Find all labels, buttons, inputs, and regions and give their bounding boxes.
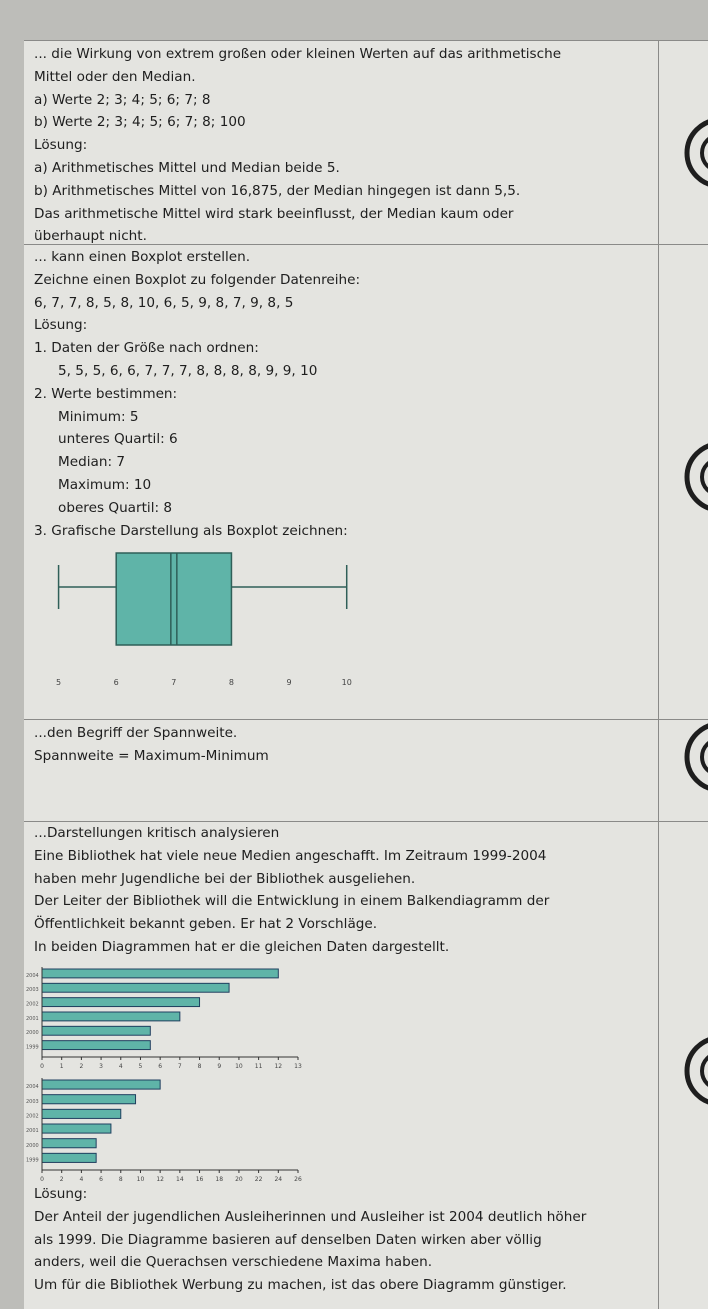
x-tick-label: 11 bbox=[254, 1063, 263, 1070]
section-mean-median bbox=[34, 43, 649, 248]
margin-symbol-icon bbox=[670, 442, 708, 512]
bar-category-label: 2004 bbox=[26, 972, 39, 979]
bar bbox=[42, 998, 200, 1007]
text-line: überhaupt nicht. bbox=[34, 228, 147, 245]
bar bbox=[42, 1139, 96, 1148]
text-line: a) Arithmetisches Mittel und Median beide 5. bbox=[34, 159, 340, 176]
bar-category-label: 2000 bbox=[26, 1030, 39, 1037]
x-tick-label: 12 bbox=[274, 1063, 283, 1070]
x-tick-label: 10 bbox=[235, 1063, 243, 1070]
text-line: 1. Daten der Größe nach ordnen: bbox=[34, 340, 259, 357]
section-heading: ... kann einen Boxplot erstellen. bbox=[34, 249, 251, 265]
text-line: anders, weil die Querachsen verschiedene Maxima haben. bbox=[34, 1254, 433, 1271]
x-tick-label: 6 bbox=[158, 1063, 163, 1070]
x-tick-label: 4 bbox=[118, 1063, 123, 1070]
bar bbox=[42, 1095, 136, 1104]
section-heading: ...den Begriff der Spannweite. bbox=[34, 725, 238, 741]
section-spannweite bbox=[34, 722, 649, 768]
bar bbox=[42, 969, 278, 978]
x-tick-label: 6 bbox=[99, 1176, 103, 1183]
axis-tick-label: 5 bbox=[56, 678, 62, 687]
x-tick-label: 2 bbox=[79, 1063, 84, 1070]
text-line: Lösung: bbox=[34, 137, 88, 154]
bar-chart-upper bbox=[24, 965, 304, 1071]
bar-category-label: 2002 bbox=[26, 1113, 39, 1120]
x-tick-label: 16 bbox=[195, 1176, 204, 1183]
axis-tick-label: 9 bbox=[286, 678, 292, 687]
x-tick-label: 9 bbox=[217, 1063, 222, 1070]
bar-category-label: 2002 bbox=[26, 1001, 39, 1008]
text-line: Median: 7 bbox=[58, 454, 125, 471]
axis-tick-label: 7 bbox=[171, 678, 177, 687]
text-line: Der Anteil der jugendlichen Ausleiherinnen und Ausleiher ist 2004 deutlich höher bbox=[34, 1208, 587, 1225]
x-tick-label: 12 bbox=[156, 1176, 164, 1183]
text-line: unteres Quartil: 6 bbox=[58, 431, 178, 448]
x-tick-label: 13 bbox=[294, 1063, 302, 1070]
solution-heading: Lösung: bbox=[34, 1186, 88, 1202]
divider bbox=[24, 40, 708, 41]
x-tick-label: 5 bbox=[138, 1063, 143, 1070]
text-line: Maximum: 10 bbox=[58, 476, 152, 493]
bar bbox=[42, 1153, 96, 1162]
bar bbox=[42, 1124, 111, 1133]
text-line: 6, 7, 7, 8, 5, 8, 10, 6, 5, 9, 8, 7, 9, 8, 5 bbox=[34, 294, 294, 311]
x-tick-label: 2 bbox=[59, 1176, 64, 1183]
margin-symbol-icon bbox=[670, 722, 708, 792]
axis-tick-label: 10 bbox=[341, 678, 352, 687]
x-tick-label: 26 bbox=[294, 1176, 302, 1183]
margin-divider bbox=[658, 40, 659, 1309]
text-line: Zeichne einen Boxplot zu folgender Datenreihe: bbox=[34, 271, 361, 288]
x-tick-label: 20 bbox=[235, 1176, 243, 1183]
text-line: Das arithmetische Mittel wird stark beeinflusst, der Median kaum oder bbox=[34, 205, 514, 222]
section-heading: ...Darstellungen kritisch analysieren bbox=[34, 825, 280, 841]
text-line: Öffentlichkeit bekannt geben. Er hat 2 Vorschläge. bbox=[34, 916, 378, 933]
text-line: b) Werte 2; 3; 4; 5; 6; 7; 8; 100 bbox=[34, 114, 246, 131]
x-tick-label: 0 bbox=[40, 1063, 44, 1070]
text-line: Mittel oder den Median. bbox=[34, 68, 196, 85]
x-tick-label: 8 bbox=[118, 1176, 123, 1183]
bar-category-label: 2001 bbox=[26, 1015, 39, 1022]
bar-category-label: 2000 bbox=[26, 1142, 39, 1149]
text-line: 5, 5, 5, 6, 6, 7, 7, 7, 8, 8, 8, 8, 9, 9, 10 bbox=[58, 362, 318, 379]
text-line: In beiden Diagrammen hat er die gleichen Daten dargestellt. bbox=[34, 938, 450, 955]
x-tick-label: 14 bbox=[176, 1176, 184, 1183]
text-line: Lösung: bbox=[34, 317, 88, 334]
x-tick-label: 22 bbox=[254, 1176, 263, 1183]
text-line: Eine Bibliothek hat viele neue Medien angeschafft. Im Zeitraum 1999-2004 bbox=[34, 847, 547, 864]
x-tick-label: 3 bbox=[99, 1063, 103, 1070]
bar bbox=[42, 983, 229, 992]
bar-category-label: 2004 bbox=[26, 1084, 39, 1091]
worksheet bbox=[24, 40, 708, 1309]
bar-chart-lower bbox=[24, 1076, 304, 1184]
axis-tick-label: 6 bbox=[113, 678, 119, 687]
bar-category-label: 1999 bbox=[26, 1044, 39, 1051]
text-line: b) Arithmetisches Mittel von 16,875, der Median hingegen ist dann 5,5. bbox=[34, 182, 521, 199]
text-line: Spannweite = Maximum-Minimum bbox=[34, 747, 269, 764]
text-line: a) Werte 2; 3; 4; 5; 6; 7; 8 bbox=[34, 91, 211, 108]
bar-category-label: 2003 bbox=[26, 987, 39, 994]
text-line: als 1999. Die Diagramme basieren auf denselben Daten wirken aber völlig bbox=[34, 1231, 542, 1248]
x-tick-label: 8 bbox=[197, 1063, 202, 1070]
text-line: Um für die Bibliothek Werbung zu machen, ist das obere Diagramm günstiger. bbox=[34, 1277, 567, 1294]
margin-symbol-icon bbox=[670, 118, 708, 188]
section-heading: ... die Wirkung von extrem großen oder kleinen Werten auf das arithmetische bbox=[34, 46, 562, 62]
bar bbox=[42, 1109, 121, 1118]
bar bbox=[42, 1041, 150, 1050]
solution-block bbox=[34, 1183, 649, 1297]
text-line: Minimum: 5 bbox=[58, 408, 139, 425]
text-line: 3. Grafische Darstellung als Boxplot zeichnen: bbox=[34, 522, 348, 539]
x-tick-label: 1 bbox=[59, 1063, 64, 1070]
margin-symbol-icon bbox=[670, 1036, 708, 1106]
bar bbox=[42, 1026, 150, 1035]
x-tick-label: 7 bbox=[177, 1063, 182, 1070]
boxplot-chart bbox=[24, 535, 364, 715]
text-line: Der Leiter der Bibliothek will die Entwicklung in einem Balkendiagramm der bbox=[34, 893, 550, 910]
section-boxplot bbox=[34, 246, 649, 542]
x-tick-label: 10 bbox=[136, 1176, 145, 1183]
bar bbox=[42, 1080, 160, 1089]
text-line: oberes Quartil: 8 bbox=[58, 499, 173, 516]
section-analysis bbox=[34, 822, 649, 959]
axis-tick-label: 8 bbox=[228, 678, 235, 687]
bar bbox=[42, 1012, 180, 1021]
x-tick-label: 0 bbox=[40, 1176, 44, 1183]
bar-category-label: 2003 bbox=[26, 1098, 39, 1105]
x-tick-label: 4 bbox=[79, 1176, 84, 1183]
box-q1-q3 bbox=[116, 553, 231, 645]
x-tick-label: 24 bbox=[274, 1176, 283, 1183]
text-line: haben mehr Jugendliche bei der Bibliothek ausgeliehen. bbox=[34, 870, 416, 887]
divider bbox=[24, 719, 708, 720]
x-tick-label: 18 bbox=[215, 1176, 224, 1183]
text-line: 2. Werte bestimmen: bbox=[34, 385, 178, 402]
bar-category-label: 2001 bbox=[26, 1128, 39, 1135]
bar-category-label: 1999 bbox=[26, 1157, 39, 1164]
